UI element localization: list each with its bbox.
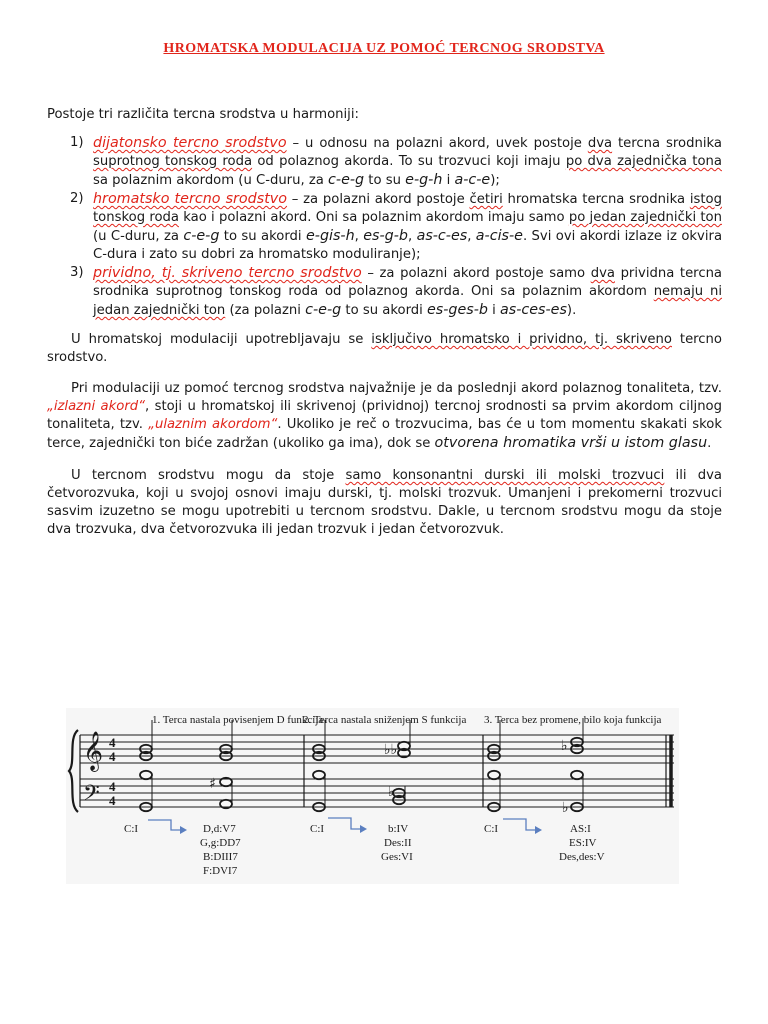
- chord-label-to-1b: G,g:DD7: [200, 837, 241, 849]
- music-example-figure: [66, 708, 679, 884]
- bass-staff: [80, 779, 674, 807]
- chord-label-to-2a: b:IV: [388, 823, 409, 835]
- flat-icon: ♭: [388, 784, 395, 800]
- sharp-icon: ♯: [209, 776, 216, 792]
- list-item-prividno: 3) prividno, tj. skriveno tercno srodstvo – za polazni akord postoje samo dva prividna tercna srodnika suprotnog tonskog roda od polaznog akorda. Oni sa polaznim akordom nemaju ni jedan zajednički ton (za polazni c-e-g to su akordi es-ges-b i as-ces-es).: [70, 265, 723, 318]
- flat-icon: ♭: [562, 800, 569, 816]
- term-izlazni-akord: „izlazni akord“: [47, 399, 145, 414]
- time-sig-bass-top: 4: [109, 779, 116, 794]
- list-item-dijatonsko: 1) dijatonsko tercno srodstvo – u odnosu na polazni akord, uvek postoje dva tercna srodnika suprotnog tonskog roda od polaznog akorda. To su trozvuci koji imaju po dva zajednička tona sa polaznim akordom (u C-duru, za c-e-g to su e-g-h i a-c-e);: [70, 135, 722, 188]
- flat-icon: ♭: [561, 738, 568, 754]
- page-title: HROMATSKA MODULACIJA UZ POMOĆ TERCNOG SRODSTVA: [163, 41, 605, 56]
- figure-heading-1: 1. Terca nastala povisenjem D funkcija: [152, 714, 324, 726]
- term-prividno: prividno, tj. skriveno tercno srodstvo: [93, 265, 362, 281]
- intro-text: Postoje tri različita tercna srodstva u harmoniji:: [47, 107, 359, 122]
- chord-label-to-1d: F:DVI7: [203, 865, 238, 877]
- time-sig-treble-top: 4: [109, 735, 116, 750]
- paragraph-hromatska-modulacija: U hromatskoj modulaciji upotrebljavaju se isključivo hromatsko i prividno, tj. skriveno tercno srodstvo.: [47, 332, 722, 365]
- chord-label-to-1a: D,d:V7: [203, 823, 236, 835]
- chord-label-to-3c: Des,des:V: [559, 851, 605, 863]
- treble-staff: [80, 735, 674, 763]
- chord-label-from-2: C:I: [310, 823, 325, 835]
- chord-label-from-1: C:I: [124, 823, 139, 835]
- chord-1-d-v7: [209, 720, 232, 808]
- chord-label-to-1c: B:DIII7: [203, 851, 238, 863]
- chord-3-c-major: [488, 720, 500, 811]
- chord-2-c-major: [313, 720, 325, 811]
- barlines: [304, 735, 666, 807]
- grand-staff-brace: [69, 730, 78, 812]
- chord-label-to-3a: AS:I: [570, 823, 591, 835]
- figure-heading-2: 2. Terca nastala sniženjem S funkcija: [303, 714, 467, 726]
- paragraph-konsonantni-trozvuci: U tercnom srodstvu mogu da stoje samo konsonantni durski ili molski trozvuci ili dva četvorozvuka, koji u svojoj osnovi imaju durski, tj. molski trozvuk. Umanjeni i prekomerni trozvuci sasvim izuzetno se mogu upotrebiti u tercnom srodstvu. Dakle, u tercnom srodstvu mogu da stoje dva trozvuka, dva četvorozvuka ili jedan trozvuk i jedan četvorozvuk.: [47, 468, 722, 537]
- bass-clef-icon: 𝄢: [83, 781, 100, 811]
- chord-label-to-2c: Ges:VI: [381, 851, 413, 863]
- list-number: 2): [70, 191, 84, 206]
- figure-heading-3: 3. Terca bez promene, bilo koja funkcija: [484, 714, 662, 726]
- chord-label-to-2b: Des:II: [384, 837, 412, 849]
- term-dijatonsko: dijatonsko tercno srodstvo: [93, 135, 287, 151]
- list-number: 1): [70, 135, 84, 150]
- flat-icon: ♭♭: [384, 742, 398, 758]
- term-hromatsko: hromatsko tercno srodstvo: [93, 191, 288, 207]
- list-item-hromatsko: 2) hromatsko tercno srodstvo – za polazni akord postoje četiri hromatska tercna srodnika istog tonskog roda kao i polazni akord. Oni sa polaznim akordom imaju samo po jedan zajednički ton (u C-duru, za c-e-g to su akordi e-gis-h, es-g-b, as-c-es, a-cis-e. Svi ovi akordi izlaze iz okvira C-dura i zato su dobri za hromatsko moduliranje);: [70, 191, 723, 262]
- chord-label-to-3b: ES:IV: [569, 837, 597, 849]
- term-ulazni-akord: „ulaznim akordom“: [148, 417, 278, 432]
- srodstva-list: [47, 134, 722, 320]
- time-sig-bass-bottom: 4: [109, 793, 116, 808]
- chord-2-b-minor-iv: [384, 720, 410, 804]
- paragraph-izlazni-akord: Pri modulaciji uz pomoć tercnog srodstva najvažnije je da poslednji akord polaznog tonaliteta, tzv. „izlazni akord“, stoji u hromatskoj ili skrivenoj (prividnoj) tercnoj srodnosti sa prvim akordom ciljnog tonaliteta, tzv. „ulaznim akordom“. Ukoliko je reč o trozvucima, bas će u tom momentu skakati skok terce, zajednički ton biće zadržan (ukoliko ga ima), dok se otvorena hromatika vrši u istom glasu.: [47, 381, 723, 451]
- treble-clef-icon: 𝄞: [83, 731, 104, 771]
- time-sig-treble-bottom: 4: [109, 749, 116, 764]
- chord-label-from-3: C:I: [484, 823, 499, 835]
- chord-1-c-major: [140, 720, 152, 811]
- list-number: 3): [70, 265, 84, 280]
- chord-3-as-major: [561, 718, 583, 816]
